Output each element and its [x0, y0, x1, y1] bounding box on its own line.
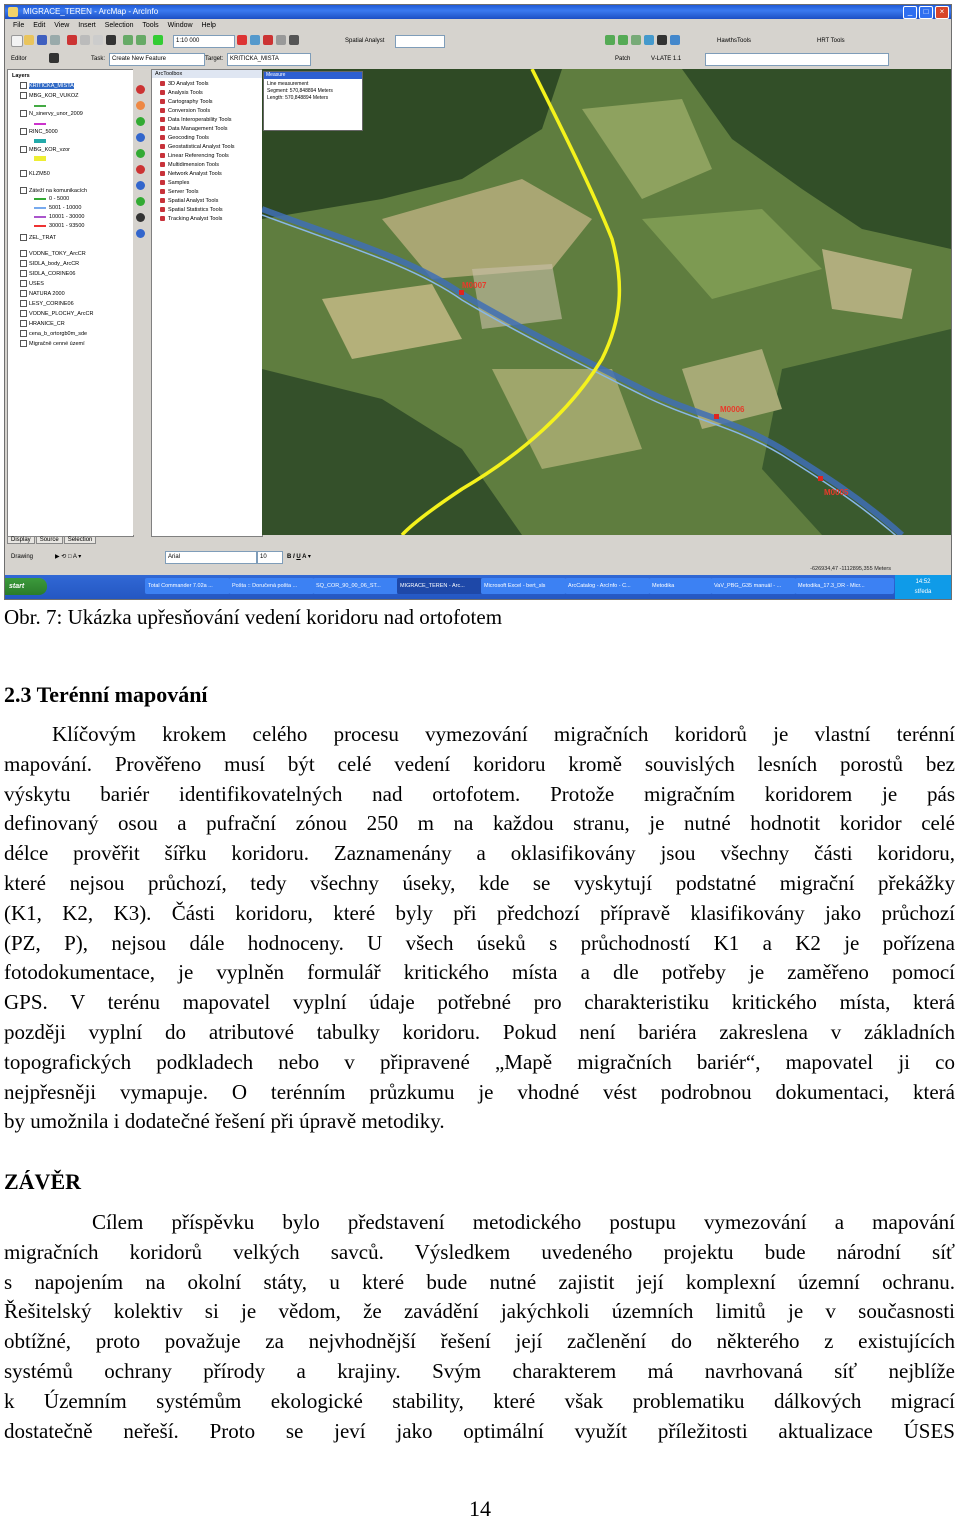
tool-icon[interactable] [136, 181, 145, 190]
drawing-toolbar [5, 549, 951, 564]
layer-symbol-icon [34, 198, 46, 200]
task-button[interactable]: Metodika_17.3_DR - Micr... [795, 578, 894, 594]
layer-symbol-icon [34, 105, 46, 107]
menu-insert[interactable]: Insert [78, 22, 96, 29]
text-line: topografických podkladech nebo v připravené „Mapě migračních bariér“, mapovatel ji co [4, 1049, 955, 1074]
font-combo[interactable]: Arial [165, 551, 257, 564]
save-icon[interactable] [37, 35, 47, 45]
layer-checkbox[interactable] [20, 290, 27, 297]
toc-layer[interactable]: SIDLA_body_ArcCR [29, 260, 80, 267]
toolbox-icon [160, 90, 165, 95]
text-line: dostatečně neřeší. Proto se jeví jako optimální využít příležitosti aktualizace ÚSES [4, 1418, 955, 1443]
text-line: nejpřesněji vymapuje. O terénním průzkumu je vhodné vést podrobnou dokumentaci, která [4, 1079, 955, 1104]
layer-checkbox[interactable] [20, 250, 27, 257]
layer-checkbox[interactable] [20, 340, 27, 347]
redo-icon[interactable] [136, 35, 146, 45]
layer-symbol-icon [34, 123, 46, 125]
toc-layer[interactable]: ZEL_TRAT [29, 234, 57, 241]
paragraph-conclusion [4, 1208, 955, 1446]
layer-checkbox[interactable] [20, 330, 27, 337]
layer-checkbox[interactable] [20, 260, 27, 267]
toolbox-icon [160, 171, 165, 176]
layer-symbol-icon [34, 156, 46, 161]
tool-icon[interactable] [136, 197, 145, 206]
undo-icon[interactable] [123, 35, 133, 45]
map-label: M0005 [824, 488, 849, 497]
arctoolbox-panel [151, 69, 263, 537]
zoom-out-icon[interactable] [618, 35, 628, 45]
toc-layer[interactable]: HRANICE_CR [29, 320, 65, 327]
toolbox-icon [160, 207, 165, 212]
text-line: definovaný osou a pufrační zónou 250 m na každou stranu, je nutné hodnotit koridor celé [4, 811, 955, 836]
tool-icon[interactable] [136, 149, 145, 158]
toc-class: 5001 - 10000 [49, 205, 82, 211]
toolbox-icon [160, 126, 165, 131]
text-line: k Územním systémům ekologické stability, které však problematiku dálkových migrací [4, 1388, 955, 1413]
add-data-icon[interactable] [153, 35, 163, 45]
arcmap-icon [8, 7, 18, 17]
task-combo[interactable]: Create New Feature [109, 53, 205, 66]
tool-icon[interactable] [136, 101, 145, 110]
toc-layer[interactable]: USES [29, 280, 44, 287]
tool-icon[interactable] [136, 117, 145, 126]
text-line: GPS. V terénu mapovatel vyplní údaje potřebné pro charakteristiku kritického místa, která [4, 990, 955, 1015]
measure-title: Measure [264, 72, 362, 79]
tool-icon[interactable] [136, 85, 145, 94]
toc-layer[interactable]: VODNE_TOKY_ArcCR [29, 250, 86, 257]
toolbox-item[interactable]: Cartography Tools [168, 99, 213, 105]
toolbox-item[interactable]: Spatial Statistics Tools [168, 207, 223, 213]
tool-icon[interactable] [136, 213, 145, 222]
select-icon[interactable] [657, 35, 667, 45]
full-extent-icon[interactable] [644, 35, 654, 45]
toc-class: 0 - 5000 [49, 196, 70, 202]
change-problem-combo[interactable] [705, 53, 889, 66]
task-label: Task: [91, 56, 106, 62]
toolbox-item[interactable]: Linear Referencing Tools [168, 153, 229, 159]
section-heading: 2.3 Terénní mapování [4, 682, 208, 707]
layer-checkbox[interactable] [20, 92, 27, 99]
editor-toolbar-icon[interactable] [237, 35, 247, 45]
drawing-menu[interactable]: Drawing [11, 554, 34, 560]
maximize-button[interactable]: □ [919, 6, 933, 19]
pan-icon[interactable] [631, 35, 641, 45]
toolbox-item[interactable]: Geostatistical Analyst Tools [168, 144, 235, 150]
text-line: Klíčovým krokem celého procesu vymezování migračních koridorů je vlastní terénní [52, 722, 955, 746]
layer-checkbox[interactable] [20, 280, 27, 287]
toc-layer[interactable]: RINC_5000 [29, 128, 58, 135]
layer-checkbox[interactable] [20, 310, 27, 317]
text-line: Cílem příspěvku bylo představení metodického postupu vymezování a mapování [92, 1210, 955, 1234]
toc-layer[interactable]: NATURA 2000 [29, 290, 65, 297]
toc-layer[interactable]: Migračně cenné území [29, 340, 85, 347]
text-line: později vyplní do atributové tabulky koridoru. Pokud není bariéra zakreslena v základních [4, 1019, 955, 1044]
toolbox-item[interactable]: Data Management Tools [168, 126, 228, 132]
cut-icon[interactable] [67, 35, 77, 45]
toc-layer[interactable]: cena_b_ortorgb0m_sde [29, 330, 88, 337]
vlate-menu[interactable]: V-LATE 1.1 [651, 56, 682, 62]
hawths-tools-menu[interactable]: HawthsTools [717, 38, 752, 44]
table-of-contents [7, 69, 134, 537]
toolbox-icon [160, 216, 165, 221]
copy-icon[interactable] [80, 35, 90, 45]
status-bar: -626934,47 -1112895,355 Meters [810, 566, 891, 572]
paragraph-field-mapping [4, 720, 955, 1137]
open-icon[interactable] [24, 35, 34, 45]
standard-toolbar [5, 33, 951, 49]
toolbox-icon [160, 153, 165, 158]
zoom-in-icon[interactable] [605, 35, 615, 45]
toolbox-item[interactable]: Tracking Analyst Tools [168, 216, 223, 222]
tab-source[interactable]: Source [36, 536, 63, 544]
page-number: 14 [469, 1496, 491, 1521]
toolbox-item[interactable]: Spatial Analyst Tools [168, 198, 219, 204]
tool-icon[interactable] [136, 133, 145, 142]
clock: 14:52 [915, 579, 931, 585]
task-button[interactable]: Total Commander 7.02a ... [145, 578, 230, 594]
tools-column [133, 69, 149, 535]
toolbox-icon [160, 162, 165, 167]
toc-layer[interactable]: KRITICKA_MISTA [29, 82, 74, 89]
toc-layer[interactable]: LESY_CORINE06 [29, 300, 74, 307]
toc-layer[interactable]: MBG_KOR_VUKOZ [29, 92, 79, 99]
draw-tools[interactable]: ▶ ⟲ □ A ▾ [55, 554, 82, 560]
map-label: M0006 [720, 405, 745, 414]
toc-layer[interactable]: N_sinervy_unor_2009 [29, 110, 83, 117]
spatial-analyst-menu[interactable]: Spatial Analyst [345, 38, 385, 44]
layer-checkbox[interactable] [20, 234, 27, 241]
layer-checkbox[interactable] [20, 187, 27, 194]
scale-combo[interactable]: 1:10 000 [173, 35, 235, 48]
toc-tabs [7, 536, 97, 544]
menu-file[interactable]: File [13, 22, 25, 29]
menu-view[interactable]: View [54, 22, 70, 29]
toc-layer[interactable]: MBG_KOR_vzor [29, 146, 70, 153]
menu-window[interactable]: Window [167, 22, 193, 29]
toc-icon[interactable] [250, 35, 260, 45]
font-size-combo[interactable]: 10 [257, 551, 283, 564]
task-button[interactable]: Pošta :: Doručená pošta ... [229, 578, 314, 594]
map-label: M0007 [462, 281, 487, 290]
toolbox-icon [160, 108, 165, 113]
toolbox-icon [160, 117, 165, 122]
close-button[interactable]: × [935, 6, 949, 19]
toolbox-item[interactable]: Analysis Tools [168, 90, 203, 96]
target-combo[interactable]: KRITICKA_MISTA [227, 53, 311, 66]
conclusion-heading: ZÁVĚR [4, 1169, 82, 1194]
command-line-icon[interactable] [276, 35, 286, 45]
toolbox-item[interactable]: Geocoding Tools [168, 135, 209, 141]
toc-class: 10001 - 30000 [49, 214, 85, 220]
layer-checkbox[interactable] [20, 300, 27, 307]
layer-checkbox[interactable] [20, 270, 27, 277]
menu-selection[interactable]: Selection [104, 22, 134, 29]
map-view[interactable] [262, 69, 951, 535]
task-button[interactable]: Microsoft Excel - bert_sls [481, 578, 566, 594]
menu-bar [5, 20, 951, 32]
text-line: (PZ, P), nejsou dále hodnoceny. U všech úseků s průchodností K1 a K2 je pořízena [4, 930, 955, 955]
task-button[interactable]: Metodika [649, 578, 712, 594]
menu-edit[interactable]: Edit [33, 22, 46, 29]
identify-icon[interactable] [670, 35, 680, 45]
text-line: Řešitelský kolektiv si je vědom, že zavádění jakýchkoli územních limitů je v současnosti [4, 1299, 955, 1324]
orthophoto-map[interactable] [262, 69, 951, 535]
task-button[interactable]: ArcCatalog - ArcInfo - C... [565, 578, 650, 594]
layer-checkbox[interactable] [20, 110, 27, 117]
system-tray [895, 575, 951, 600]
toc-layer[interactable]: Záteží na komunikacích [29, 187, 88, 194]
layer-checkbox[interactable] [20, 128, 27, 135]
toolbox-item[interactable]: Multidimension Tools [168, 162, 219, 168]
format-buttons[interactable]: B I U A ▾ [287, 554, 311, 560]
text-line: by umožnila i dodatečné řešení při úpravě metodiky. [4, 1109, 445, 1134]
menu-tools[interactable]: Tools [142, 22, 159, 29]
new-icon[interactable] [11, 35, 23, 47]
menu-help[interactable]: Help [201, 22, 216, 29]
village-area [472, 264, 562, 329]
layer-symbol-icon [34, 207, 46, 209]
minimize-button[interactable]: _ [903, 6, 917, 19]
text-line: migračních koridorů velkých savců. Výsledkem uvedeného projektu bude národní síť [4, 1239, 955, 1264]
tool-icon[interactable] [136, 165, 145, 174]
taskbar [5, 575, 951, 599]
layer-symbol-icon [34, 139, 46, 143]
toolbox-icon [160, 81, 165, 86]
editor-toolbar [5, 51, 951, 67]
toc-title: Layers [12, 73, 30, 79]
toc-layer[interactable]: SIDLA_CORINE06 [29, 270, 76, 277]
text-line: s napojením na okolní státy, u které bude nutné zajistit její komplexní územní ochranu. [4, 1269, 955, 1294]
critical-point-marker[interactable] [459, 290, 464, 295]
toc-class: 30001 - 93500 [49, 223, 85, 229]
toolbox-header: ArcToolbox [152, 70, 262, 78]
tool-icon[interactable] [136, 229, 145, 238]
toolbox-item[interactable]: Server Tools [168, 189, 199, 195]
figure-caption: Obr. 7: Ukázka upřesňování vedení koridoru nad ortofotem [4, 605, 503, 629]
measure-window [263, 71, 363, 131]
layer-checkbox[interactable] [20, 320, 27, 327]
toolbox-item[interactable]: Samples [168, 180, 190, 186]
help-icon[interactable] [289, 35, 299, 45]
layer-checkbox[interactable] [20, 82, 27, 89]
patch-menu[interactable]: Patch [615, 56, 631, 62]
text-line: výskytu bariér identifikovatelných nad ortofotem. Protože migračním koridorem je pás [4, 781, 955, 806]
arcmap-screenshot [4, 4, 952, 600]
critical-point-marker[interactable] [818, 476, 823, 481]
editor-menu[interactable]: Editor [11, 56, 27, 62]
day-label: středa [914, 589, 932, 595]
toolbox-icon [160, 99, 165, 104]
layer-symbol-icon [34, 225, 46, 227]
toolbox-icon [160, 135, 165, 140]
paste-icon[interactable] [93, 35, 103, 45]
toolbox-icon [160, 144, 165, 149]
text-line: které nejsou průchozí, tedy všechny úseky, kde se vyskytují podstatné migrační překážky [4, 870, 955, 895]
sketch-icon[interactable] [49, 53, 59, 63]
toolbox-item[interactable]: Conversion Tools [168, 108, 211, 114]
toolbox-icon[interactable] [263, 35, 273, 45]
toolbox-item[interactable]: Network Analyst Tools [168, 171, 222, 177]
toc-layer[interactable]: VODNE_PLOCHY_ArcCR [29, 310, 94, 317]
toolbox-icon [160, 180, 165, 185]
delete-icon[interactable] [106, 35, 116, 45]
text-line: délce prověřit šířku koridoru. Zaznamenány a oklasifikovány jsou všechny části koridoru, [4, 841, 955, 866]
text-line: fotodokumentace, je vyplněn formulář kritického místa a dle potřeby je zaměřeno pomocí [4, 960, 955, 985]
toolbox-item[interactable]: Data Interoperability Tools [168, 117, 232, 123]
critical-point-marker[interactable] [714, 414, 719, 419]
toc-layer[interactable]: KLZM50 [29, 170, 50, 177]
tab-selection[interactable]: Selection [64, 536, 97, 544]
task-button[interactable]: VaV_PBG_G35 manuál - ... [711, 578, 796, 594]
start-button[interactable]: start [5, 578, 47, 595]
layer-combo[interactable] [395, 35, 445, 48]
layer-checkbox[interactable] [20, 146, 27, 153]
task-button[interactable]: MIGRACE_TEREN - Arc... [397, 578, 482, 594]
window-titlebar [5, 5, 951, 19]
toolbox-icon [160, 189, 165, 194]
tab-display[interactable]: Display [7, 536, 35, 544]
target-label: Target: [205, 56, 224, 62]
layer-symbol-icon [34, 216, 46, 218]
measure-line2: Segment: 570,848894 Meters [267, 88, 333, 94]
measure-line1: Line measurement [267, 81, 309, 87]
text-line: systémů ochrany přírody a krajiny. Svým charakterem má navrhovaná síť nejblíže [4, 1358, 955, 1383]
text-line: (K1, K2, K3). Části koridoru, které byly při předchozí přípravě klasifikovány jako průchozí [4, 900, 955, 925]
toolbox-item[interactable]: 3D Analyst Tools [168, 81, 209, 87]
layer-checkbox[interactable] [20, 170, 27, 177]
window-title: MIGRACE_TEREN - ArcMap - ArcInfo [23, 7, 159, 16]
toolbox-icon [160, 198, 165, 203]
task-button[interactable]: SQ_COR_90_00_06_ST... [313, 578, 398, 594]
hrt-tools-menu[interactable]: HRT Tools [817, 38, 845, 44]
measure-line3: Length: 570,848894 Meters [267, 95, 329, 101]
print-icon[interactable] [50, 35, 60, 45]
text-line: mapování. Prověřeno musí být celé vedení koridoru kromě souvislých lesních porostů bez [4, 751, 955, 776]
text-line: obtížné, proto považuje za nejvhodnější řešení její začlenění do některého z existujících [4, 1329, 955, 1354]
